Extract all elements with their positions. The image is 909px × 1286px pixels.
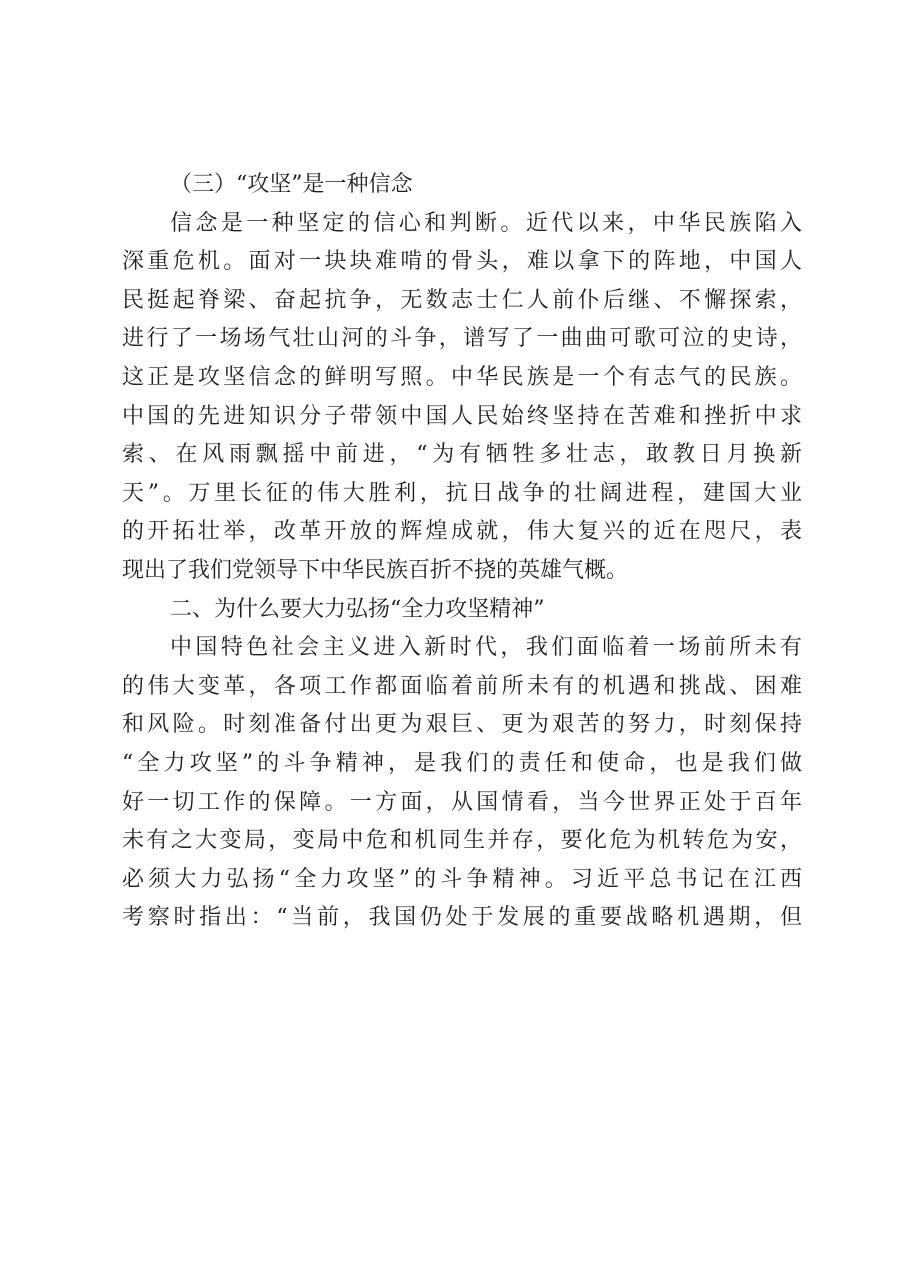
text-line: 民挺起脊梁、奋起抗争，无数志士仁人前仆后继、不懈探索，: [122, 287, 802, 313]
text-line: 索、在风雨飘摇中前进，“为有牺牲多壮志，敢教日月换新: [122, 442, 802, 468]
text-line: 天”。万里长征的伟大胜利，抗日战争的壮阔进程，建国大业: [122, 480, 802, 506]
text-line: 必须大力弘扬“全力攻坚”的斗争精神。习近平总书记在江西: [122, 866, 802, 892]
text-line: 好一切工作的保障。一方面，从国情看，当今世界正处于百年: [122, 789, 802, 815]
text-line: 信念是一种坚定的信心和判断。近代以来，中华民族陷入: [170, 210, 802, 236]
text-line: 和风险。时刻准备付出更为艰巨、更为艰苦的努力，时刻保持: [122, 712, 802, 738]
text-line: 现出了我们党领导下中华民族百折不挠的英雄气概。: [122, 557, 629, 583]
text-line: 未有之大变局，变局中危和机同生并存，要化危为机转危为安，: [122, 828, 802, 854]
text-line: 的开拓壮举，改革开放的辉煌成就，伟大复兴的近在咫尺，表: [122, 519, 802, 545]
text-line: 二、为什么要大力弘扬“全力攻坚精神”: [170, 596, 545, 622]
text-line: 中国特色社会主义进入新时代，我们面临着一场前所未有: [170, 635, 802, 661]
text-line: 的伟大变革，各项工作都面临着前所未有的机遇和挑战、困难: [122, 673, 802, 699]
text-line: 中国的先进知识分子带领中国人民始终坚持在苦难和挫折中求: [122, 403, 802, 429]
text-line: 进行了一场场气壮山河的斗争，谱写了一曲曲可歌可泣的史诗，: [122, 326, 802, 352]
text-line: 这正是攻坚信念的鲜明写照。中华民族是一个有志气的民族。: [122, 364, 802, 390]
text-line: 考察时指出：“当前，我国仍处于发展的重要战略机遇期，但: [122, 905, 802, 931]
body-text: [122, 166, 802, 938]
text-line: 深重危机。面对一块块难啃的骨头，难以拿下的阵地，中国人: [122, 249, 802, 275]
text-line: “全力攻坚”的斗争精神，是我们的责任和使命，也是我们做: [122, 750, 802, 776]
text-line: （三）“攻坚”是一种信念: [170, 172, 413, 197]
